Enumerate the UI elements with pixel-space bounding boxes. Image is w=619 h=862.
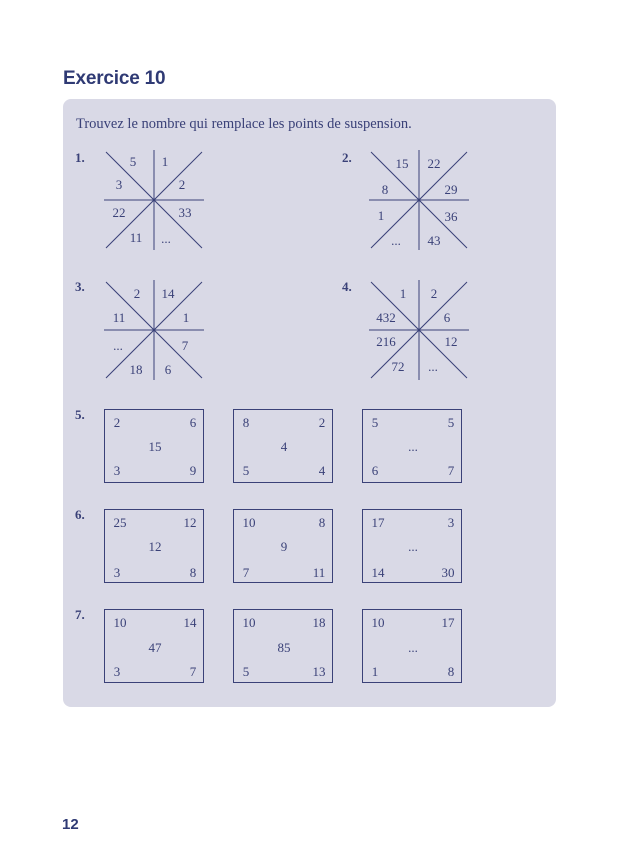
puzzle-number-5: 5. — [75, 407, 85, 422]
box-value-center: 12 — [148, 539, 162, 554]
star-value: 6 — [443, 310, 451, 325]
box-value-bottom-right: 9 — [189, 463, 197, 478]
number-box — [233, 409, 333, 483]
number-box — [104, 409, 204, 483]
star-value: 1 — [399, 286, 407, 301]
box-value-bottom-left: 3 — [113, 664, 121, 679]
box-value-center: 15 — [148, 439, 162, 454]
box-value-center: ... — [408, 640, 418, 655]
box-value-top-left: 10 — [113, 615, 127, 630]
box-value-top-right: 12 — [183, 515, 197, 530]
star-value: 36 — [444, 209, 458, 224]
star-value: 1 — [182, 310, 190, 325]
star-value: 33 — [178, 205, 192, 220]
box-value-bottom-left: 3 — [113, 463, 121, 478]
box-value-center: 47 — [148, 640, 162, 655]
star-value: 15 — [395, 156, 409, 171]
star-value: 5 — [129, 154, 137, 169]
box-value-top-right: 6 — [189, 415, 197, 430]
box-value-top-left: 10 — [242, 515, 256, 530]
star-value: 43 — [427, 233, 441, 248]
number-box — [362, 409, 462, 483]
box-value-top-left: 8 — [242, 415, 250, 430]
star-puzzle-3 — [102, 278, 206, 382]
box-value-center: ... — [408, 439, 418, 454]
number-box — [104, 509, 204, 583]
box-value-top-right: 17 — [441, 615, 455, 630]
puzzle-number-4: 4. — [342, 279, 352, 294]
box-value-top-right: 18 — [312, 615, 326, 630]
star-puzzle-2 — [367, 148, 471, 252]
puzzle-number-6: 6. — [75, 507, 85, 522]
star-value: ... — [391, 233, 401, 248]
box-value-bottom-left: 1 — [371, 664, 379, 679]
star-lines — [102, 278, 206, 382]
box-value-top-right: 14 — [183, 615, 197, 630]
box-value-top-left: 5 — [371, 415, 379, 430]
star-value: 14 — [161, 286, 175, 301]
star-value: 11 — [129, 230, 143, 245]
star-value: 7 — [181, 338, 189, 353]
star-value: 216 — [376, 334, 396, 349]
star-puzzle-1 — [102, 148, 206, 252]
star-value: 29 — [444, 182, 458, 197]
star-value: ... — [161, 231, 171, 246]
exercise-title: Exercice 10 — [63, 68, 166, 89]
box-value-bottom-right: 11 — [312, 565, 326, 580]
box-value-bottom-right: 8 — [189, 565, 197, 580]
star-lines — [102, 148, 206, 252]
star-value: 2 — [178, 177, 186, 192]
puzzle-number-3: 3. — [75, 279, 85, 294]
box-value-center: 85 — [277, 640, 291, 655]
box-value-center: 9 — [280, 539, 288, 554]
box-value-top-right: 3 — [447, 515, 455, 530]
star-value: 3 — [115, 177, 123, 192]
box-value-bottom-right: 13 — [312, 664, 326, 679]
box-value-bottom-left: 3 — [113, 565, 121, 580]
star-value: 11 — [112, 310, 126, 325]
box-value-bottom-right: 7 — [189, 664, 197, 679]
box-value-bottom-right: 30 — [441, 565, 455, 580]
box-value-top-right: 5 — [447, 415, 455, 430]
box-value-bottom-left: 6 — [371, 463, 379, 478]
star-value: 2 — [430, 286, 438, 301]
star-value: 2 — [133, 286, 141, 301]
box-value-bottom-left: 5 — [242, 664, 250, 679]
box-value-top-right: 8 — [318, 515, 326, 530]
star-lines — [367, 148, 471, 252]
instruction-text: Trouvez le nombre qui remplace les points de suspension. — [76, 116, 412, 132]
box-value-bottom-left: 7 — [242, 565, 250, 580]
box-value-top-left: 10 — [242, 615, 256, 630]
box-value-center: ... — [408, 539, 418, 554]
number-box — [104, 609, 204, 683]
star-value: 72 — [391, 359, 405, 374]
box-value-top-right: 2 — [318, 415, 326, 430]
puzzle-number-7: 7. — [75, 607, 85, 622]
box-value-top-left: 17 — [371, 515, 385, 530]
star-value: 12 — [444, 334, 458, 349]
star-value: 1 — [377, 208, 385, 223]
box-value-bottom-right: 8 — [447, 664, 455, 679]
star-value: 6 — [164, 362, 172, 377]
star-value: 8 — [381, 182, 389, 197]
star-puzzle-4 — [367, 278, 471, 382]
box-value-top-left: 10 — [371, 615, 385, 630]
number-box — [233, 609, 333, 683]
box-value-bottom-left: 14 — [371, 565, 385, 580]
star-value: ... — [113, 338, 123, 353]
star-value: 432 — [376, 310, 396, 325]
puzzle-number-1: 1. — [75, 150, 85, 165]
box-value-bottom-left: 5 — [242, 463, 250, 478]
box-value-bottom-right: 4 — [318, 463, 326, 478]
box-value-center: 4 — [280, 439, 288, 454]
star-lines — [367, 278, 471, 382]
star-value: 18 — [129, 362, 143, 377]
box-value-bottom-right: 7 — [447, 463, 455, 478]
box-value-top-left: 25 — [113, 515, 127, 530]
star-value: 22 — [427, 156, 441, 171]
puzzle-number-2: 2. — [342, 150, 352, 165]
number-box — [362, 609, 462, 683]
star-value: ... — [428, 359, 438, 374]
star-value: 1 — [161, 154, 169, 169]
star-value: 22 — [112, 205, 126, 220]
number-box — [233, 509, 333, 583]
page-number: 12 — [62, 816, 79, 833]
box-value-top-left: 2 — [113, 415, 121, 430]
number-box — [362, 509, 462, 583]
